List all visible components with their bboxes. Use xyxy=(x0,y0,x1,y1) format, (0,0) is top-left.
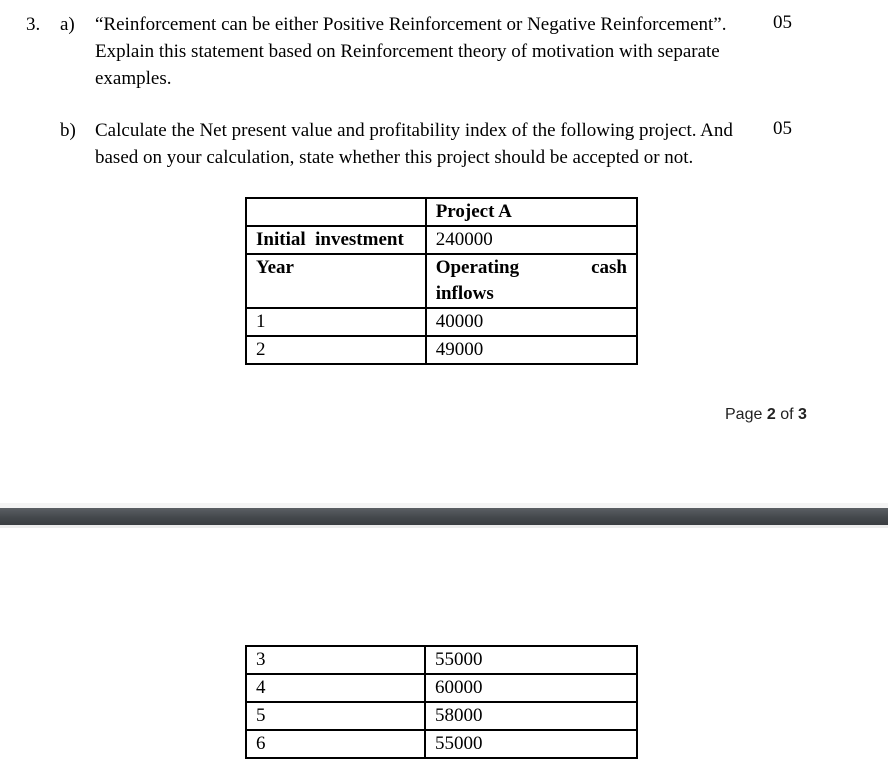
part-a-line-1: “Reinforcement can be either Positive Reinforcement or Negative Reinforcement”. xyxy=(95,14,727,35)
table-row xyxy=(246,702,637,730)
table-row xyxy=(246,198,637,226)
table-row xyxy=(246,254,637,308)
inflow-cell: 58000 xyxy=(425,702,637,730)
part-b-marks: 05 xyxy=(773,118,792,139)
table-row xyxy=(246,674,637,702)
year-cell: 2 xyxy=(246,336,426,364)
inflow-header xyxy=(426,254,637,308)
project-table-page3 xyxy=(245,645,638,759)
table-cell-empty xyxy=(246,198,426,226)
year-cell: 6 xyxy=(246,730,425,758)
page-gap-bottom xyxy=(0,525,888,528)
inflow-cell: 55000 xyxy=(425,646,637,674)
part-a-line-2: Explain this statement based on Reinforcement theory of motivation with separate xyxy=(95,41,720,62)
table-row xyxy=(246,730,637,758)
table-row xyxy=(246,646,637,674)
year-cell: 3 xyxy=(246,646,425,674)
part-a-line-3: examples. xyxy=(95,68,172,89)
question-number: 3. xyxy=(26,14,41,35)
year-cell: 5 xyxy=(246,702,425,730)
page-word: Page xyxy=(725,406,763,423)
part-b-line-2: based on your calculation, state whether this project should be accepted or not. xyxy=(95,147,694,168)
page-separator xyxy=(0,508,888,525)
initial-investment-label: Initial investment xyxy=(246,226,426,254)
page-of: of xyxy=(780,406,794,423)
table-row xyxy=(246,308,637,336)
initial-investment-value: 240000 xyxy=(426,226,637,254)
page-number xyxy=(725,406,807,424)
page-total: 3 xyxy=(797,406,807,423)
inflow-cell: 40000 xyxy=(426,308,637,336)
inflow-header-line-2: inflows xyxy=(435,283,494,304)
year-header: Year xyxy=(246,254,426,308)
project-header: Project A xyxy=(426,198,637,226)
table-row xyxy=(246,226,637,254)
part-b-label: b) xyxy=(60,120,76,141)
inflow-header-word-1: Operating xyxy=(435,257,520,278)
table-row xyxy=(246,336,637,364)
project-table-page2 xyxy=(245,197,638,365)
inflow-cell: 60000 xyxy=(425,674,637,702)
year-cell: 1 xyxy=(246,308,426,336)
part-a-marks: 05 xyxy=(773,12,792,33)
inflow-cell: 49000 xyxy=(426,336,637,364)
inflow-header-word-2: cash xyxy=(591,257,627,278)
part-a-label: a) xyxy=(60,14,75,35)
inflow-cell: 55000 xyxy=(425,730,637,758)
page-current: 2 xyxy=(766,406,776,423)
part-b-line-1: Calculate the Net present value and profitability index of the following project. And xyxy=(95,120,733,141)
year-cell: 4 xyxy=(246,674,425,702)
